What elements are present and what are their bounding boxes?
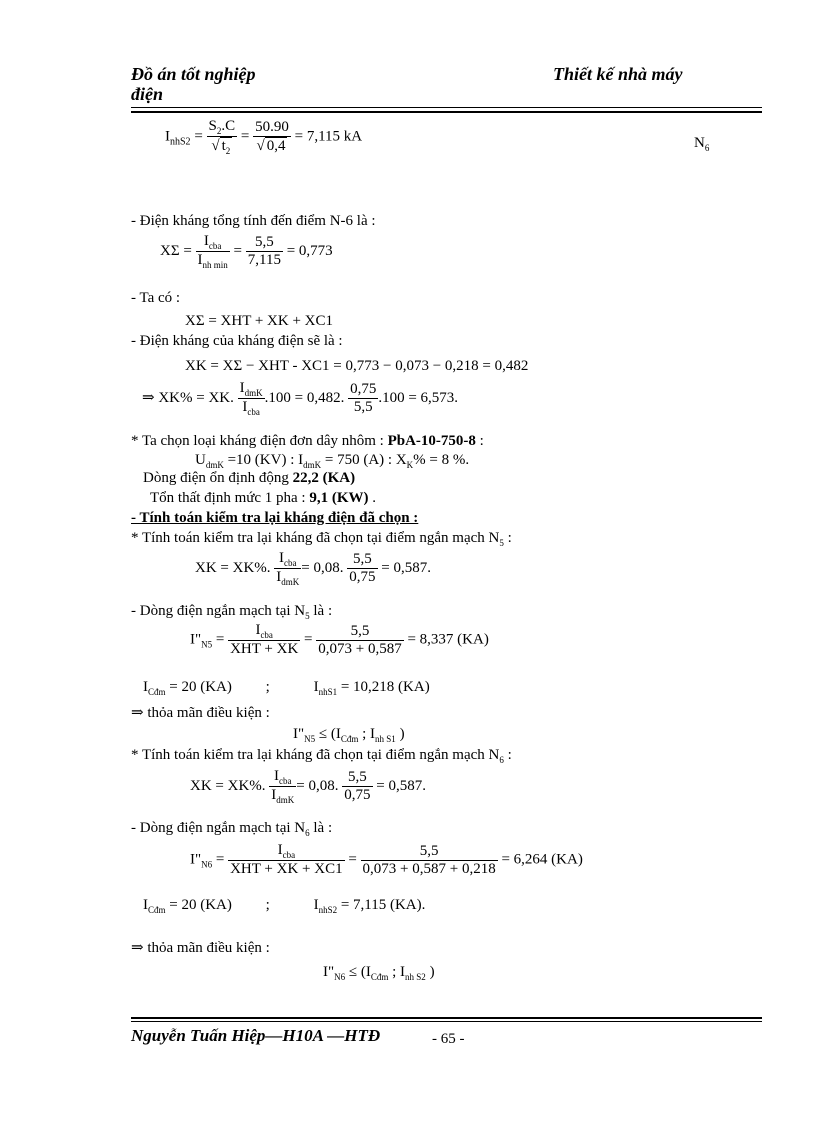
header-title-right: Thiết kế nhà máy bbox=[553, 64, 683, 84]
page-number: - 65 - bbox=[432, 1031, 465, 1047]
eq1-result: = 7,115 kA bbox=[294, 128, 363, 145]
section-title-check: - Tính toán kiểm tra lại kháng điện đã chọn : bbox=[131, 510, 419, 526]
equation-inhs2: $I_{nhS2}$ = $\frac{S_2.C}{√ t_2}$ = $\frac{50.90}{√ 0,4}$ = 7,115 kA bbox=[165, 118, 363, 156]
para-loss: Tổn thất định mức 1 pha : 9,1 (KW) . bbox=[150, 490, 377, 506]
para-check-n6: * Tính toán kiểm tra lại kháng đã chọn tại điểm ngắn mạch $N_6$ : bbox=[131, 747, 512, 765]
para-total-reactance: - Điện kháng tổng tính đến điểm N-6 là : bbox=[131, 213, 376, 229]
para-ta-co: - Ta có : bbox=[131, 290, 181, 306]
para-icdm-n6: $I_{Cđm} = 20$ (KA) ; $I_{nhS2} = 7,115$ (KA). bbox=[143, 897, 426, 915]
equation-xsigma: XΣ = $\frac{I_{cba}}{I_{nh min}}$ = $\frac{5,5}{7,115}$ = 0,773 bbox=[160, 233, 333, 270]
equation-xk: XK = XΣ − XHT - XC1 = 0,773 − 0,073 − 0,218 = 0,482 bbox=[185, 358, 529, 374]
header-rule-thick bbox=[131, 111, 762, 113]
para-dynamic-current: Dòng điện ổn định động 22,2 (KA) bbox=[143, 470, 356, 486]
eq1-frac1: $\frac{S_2.C}{√ t_2}$ bbox=[208, 118, 236, 156]
node-label-n6: $N_6$ bbox=[694, 135, 710, 153]
equation-xk-n6: XK = XK%. $\frac{I_{cba}}{I_{dmK}}$ = 0,08. $\frac{5,5}{0,75}$ = 0,587. bbox=[190, 768, 426, 805]
implies-arrow-icon: ⇒ bbox=[131, 940, 144, 956]
para-check-n5: * Tính toán kiểm tra lại kháng đã chọn tại điểm ngắn mạch $N_5$ : bbox=[131, 530, 512, 548]
para-reactor-reactance: - Điện kháng của kháng điện sẽ là : bbox=[131, 333, 343, 349]
para-rating: $U_{dmK} =10$ (KV) : $I_{dmK} = 750$ (A) : $X_K\% = 8$ %. bbox=[195, 452, 470, 470]
equation-xk-percent: ⇒ XK% = XK. $\frac{I_{dmK}}{I_{cba}}$ .100 = 0,482. $\frac{0,75}{5,5}$ .100 = 6,573. bbox=[142, 380, 459, 417]
equation-xsigma-sum: XΣ = XHT + XK + XC1 bbox=[185, 313, 334, 329]
footer-author: Nguyễn Tuấn Hiệp—H10A —HTĐ bbox=[131, 1026, 381, 1045]
footer-rule-thick bbox=[131, 1017, 762, 1019]
para-current-n5: - Dòng điện ngắn mạch tại $N_5$ là : bbox=[131, 603, 333, 621]
header-title-left: Đồ án tốt nghiệp bbox=[131, 64, 256, 84]
para-selection: * Ta chọn loại kháng điện đơn dây nhôm : PbA-10-750-8 : bbox=[131, 433, 484, 449]
para-icdm-n5: $I_{Cđm} = 20$ (KA) ; $I_{nhS1} = 10,218$ (KA) bbox=[143, 679, 430, 697]
equation-in5: $I"_{N5}$ = $\frac{I_{cba}}{\text{XHT + XK}}$ = $\frac{5,5}{0,073 + 0,587}$ = 8,337 (KA) bbox=[190, 622, 489, 657]
para-satisfy-1: ⇒ thỏa mãn điều kiện : bbox=[131, 705, 270, 721]
header-title-left-2: điện bbox=[131, 84, 164, 104]
implies-arrow-icon: ⇒ bbox=[131, 705, 144, 721]
implies-arrow-icon: ⇒ bbox=[142, 389, 155, 406]
equation-xk-n5: XK = XK%. $\frac{I_{cba}}{I_{dmK}}$ = 0,08. $\frac{5,5}{0,75}$ = 0,587. bbox=[195, 550, 431, 587]
para-current-n6: - Dòng điện ngắn mạch tại $N_6$ là : bbox=[131, 820, 333, 838]
eq1-frac2: $\frac{50.90}{√ 0,4}$ bbox=[255, 119, 289, 154]
equation-in6: $I"_{N6}$ = $\frac{I_{cba}}{\text{XHT + XK + XC1}}$ = $\frac{5,5}{0,073 + 0,587 + 0,218}$ = 6,264 (KA) bbox=[190, 842, 583, 877]
eq1-lhs: I bbox=[165, 128, 170, 145]
header-rule bbox=[131, 107, 762, 108]
para-satisfy-2: ⇒ thỏa mãn điều kiện : bbox=[131, 940, 270, 956]
footer-rule bbox=[131, 1021, 762, 1022]
condition-n5: $I"_{N5} \le (I_{Cđm}$ ; $I_{nh S1}$ ) bbox=[293, 726, 405, 744]
condition-n6: $I"_{N6} \le (I_{Cđm}$ ; $I_{nh S2}$ ) bbox=[323, 964, 435, 982]
eq1-lhs-sub: nhS2 bbox=[170, 136, 191, 148]
